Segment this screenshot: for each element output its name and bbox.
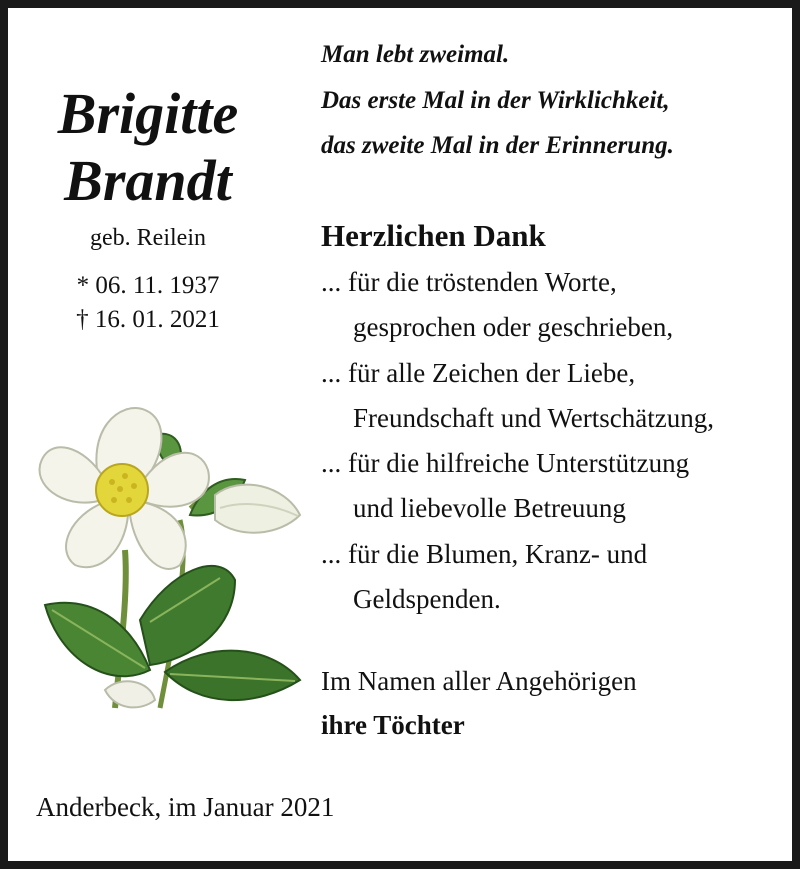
thanks-line: Freundschaft und Wertschätzung, — [353, 403, 714, 433]
death-date: † 16. 01. 2021 — [76, 306, 220, 333]
birth-date: * 06. 11. 1937 — [76, 272, 220, 299]
closing-line: Im Namen aller Angehörigen — [321, 666, 637, 696]
place-date-footer: Anderbeck, im Januar 2021 — [36, 792, 335, 822]
hellebore-flower-illustration — [30, 390, 310, 720]
thanks-line: gesprochen oder geschrieben, — [353, 312, 674, 342]
birth-name: geb. Reilein — [90, 225, 206, 251]
signature: ihre Töchter — [321, 710, 465, 740]
motto-line-3: das zweite Mal in der Erinnerung. — [321, 132, 674, 159]
deceased-last-name: Brandt — [64, 148, 232, 213]
thanks-heading: Herzlichen Dank — [321, 218, 546, 253]
thanks-line: und liebevolle Betreuung — [353, 493, 626, 523]
thanks-line: ... für die Blumen, Kranz- und — [321, 539, 648, 569]
thanks-line: ... für die tröstenden Worte, — [321, 267, 617, 297]
thanks-line: ... für die hilfreiche Unterstützung — [321, 448, 690, 478]
thanks-line: ... für alle Zeichen der Liebe, — [321, 358, 636, 388]
motto-line-1: Man lebt zweimal. — [321, 41, 510, 68]
motto-line-2: Das erste Mal in der Wirklichkeit, — [321, 87, 670, 114]
deceased-first-name: Brigitte — [57, 81, 239, 146]
thanks-line: Geldspenden. — [353, 584, 501, 614]
